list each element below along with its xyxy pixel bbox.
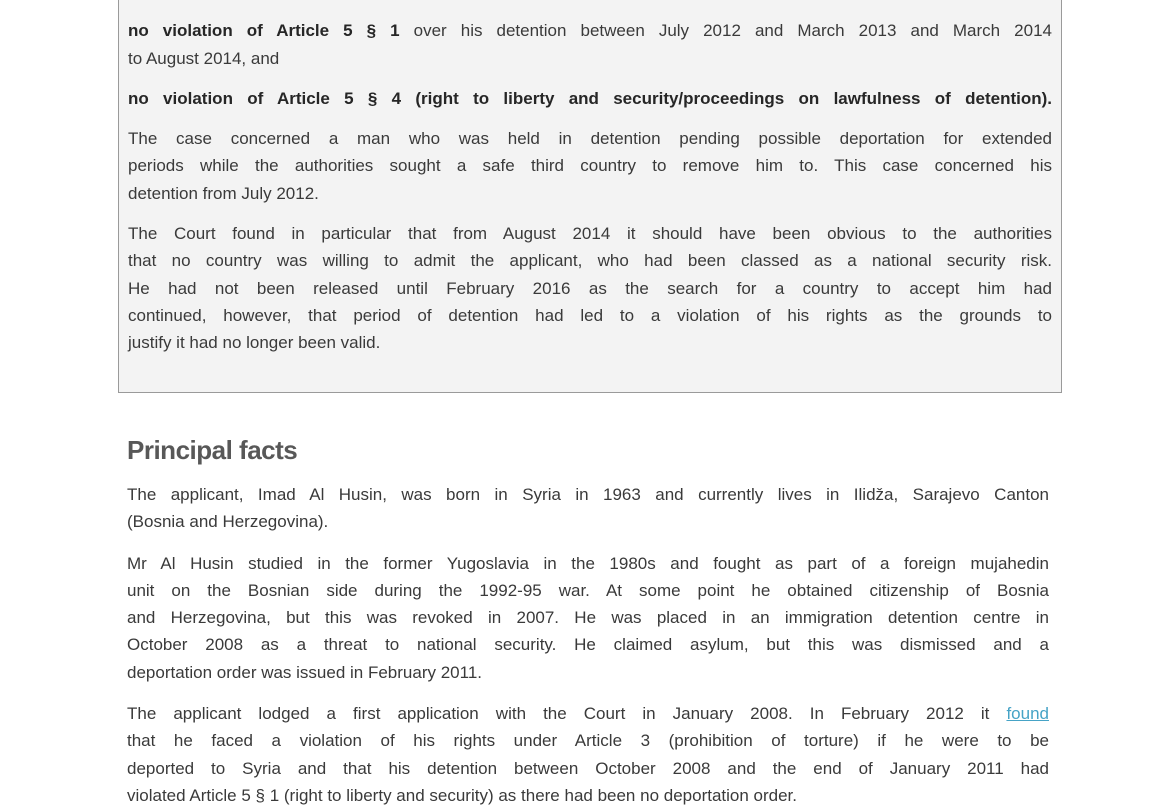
text-segment: He had not been released until February 2016 as the search for a country to accept him had (128, 278, 1052, 298)
text-line (128, 302, 1052, 329)
text-line (128, 275, 1052, 302)
text-segment: that no country was willing to admit the applicant, who had been classed as a national security risk. (128, 251, 1052, 271)
judgment-summary-box (118, 0, 1062, 393)
text-segment: continued, however, that period of detention had led to a violation of his rights as the grounds to (128, 305, 1052, 325)
text-line (127, 782, 1049, 809)
text-line (127, 700, 1049, 727)
box-paragraph-case-concerned (128, 125, 1052, 207)
facts-paragraph-background (127, 550, 1049, 686)
text-segment: (Bosnia and Herzegovina). (127, 512, 329, 532)
text-segment: October 2008 as a threat to national security. He claimed asylum, but this was dismissed and a (127, 635, 1049, 655)
text-line (128, 85, 1052, 112)
text-segment: detention from July 2012. (128, 183, 319, 203)
text-line (127, 604, 1049, 631)
facts-paragraph-first-application (127, 700, 1049, 809)
clipped-text-line (128, 0, 1052, 4)
box-paragraph-violation-5-4 (128, 85, 1052, 112)
text-line (127, 755, 1049, 782)
text-line (128, 125, 1052, 152)
text-line (128, 45, 1052, 72)
text-segment: to August 2014, and (128, 48, 280, 68)
box-paragraph-violation-5-1 (128, 17, 1052, 72)
bold-text-segment: no violation of Article 5 § 4 (right to liberty and security/proceedings on lawfulness of detention). (128, 88, 1052, 108)
text-segment: The applicant, Imad Al Husin, was born in Syria in 1963 and currently lives in Ilidža, Sarajevo Canton (127, 485, 1049, 504)
section-heading-principal-facts: Principal facts (127, 435, 298, 465)
text-line (128, 247, 1052, 274)
text-line (128, 220, 1052, 247)
text-line (128, 180, 1052, 207)
facts-paragraph-applicant (127, 481, 1049, 536)
text-segment: and Herzegovina, but this was revoked in 2007. He was placed in an immigration detention centre in (127, 608, 1049, 628)
bold-text-segment: no violation of Article 5 § 1 (128, 21, 400, 41)
text-segment: over his detention between July 2012 and March 2013 and March 2014 (399, 21, 1052, 41)
text-line (127, 727, 1049, 754)
text-segment: deportation order was issued in February 2011. (127, 662, 482, 682)
text-segment: periods while the authorities sought a safe third country to remove him to. This case concerned his (128, 156, 1052, 176)
text-segment: unit on the Bosnian side during the 1992-95 war. At some point he obtained citizenship of Bosnia (127, 580, 1049, 600)
text-segment: justify it had no longer been valid. (128, 333, 381, 353)
text-segment: Mr Al Husin studied in the former Yugoslavia in the 1980s and fought as part of a foreign mujahedin (127, 553, 1049, 573)
text-segment: The applicant lodged a first application with the Court in January 2008. In February 2012 it (127, 704, 1007, 724)
text-line (127, 508, 1049, 535)
text-line (127, 550, 1049, 577)
box-paragraph-court-found (128, 220, 1052, 356)
found-link[interactable]: found (1006, 704, 1049, 724)
text-line (128, 17, 1052, 44)
text-line (128, 329, 1052, 356)
text-line (127, 659, 1049, 686)
text-segment: deported to Syria and that his detention between October 2008 and the end of January 2011 had (127, 758, 1049, 778)
text-segment: that he faced a violation of his rights under Article 3 (prohibition of torture) if he were to be (127, 731, 1049, 751)
text-segment: violated Article 5 § 1 (right to liberty and security) as there had been no deportation order. (127, 785, 798, 805)
text-segment: The case concerned a man who was held in detention pending possible deportation for extended (128, 129, 1052, 149)
text-line (127, 481, 1049, 508)
text-line (127, 631, 1049, 658)
text-line (127, 577, 1049, 604)
text-segment: The Court found in particular that from August 2014 it should have been obvious to the authorities (128, 224, 1052, 244)
text-line (128, 152, 1052, 179)
principal-facts-section (127, 433, 1049, 809)
